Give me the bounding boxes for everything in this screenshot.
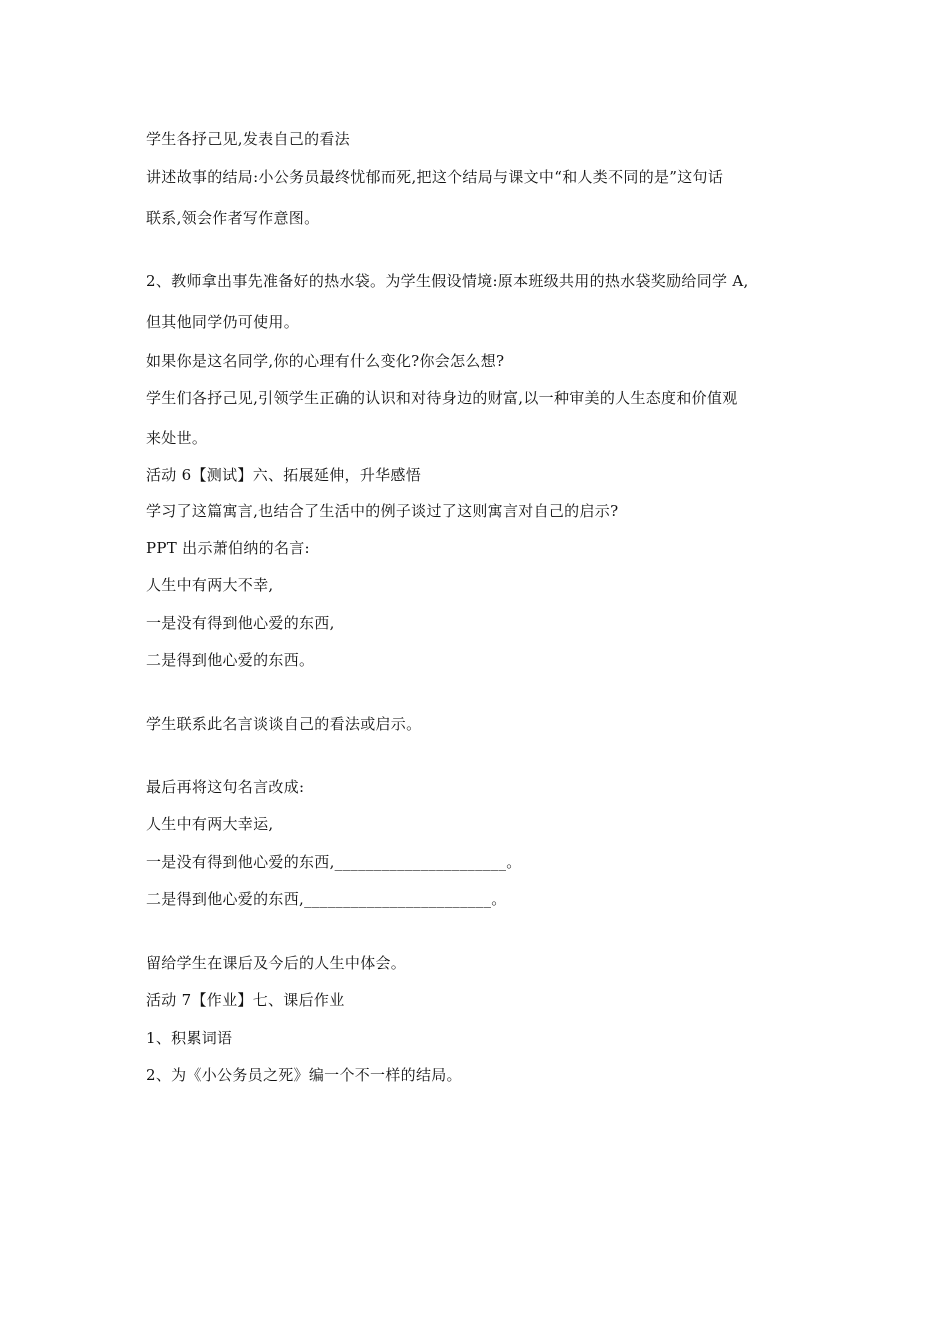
fill-blank-line: 一是没有得到他心爱的东西,______________________。 xyxy=(146,853,522,871)
text-line: 学习了这篇寓言,也结合了生活中的例子谈过了这则寓言对自己的启示? xyxy=(146,502,619,520)
text-line: 最后再将这句名言改成: xyxy=(146,778,305,796)
text-line: PPT 出示萧伯纳的名言: xyxy=(146,539,310,557)
list-item: 2、为《小公务员之死》编一个不一样的结局。 xyxy=(146,1066,462,1084)
text-line: 但其他同学仍可使用。 xyxy=(146,313,300,331)
section-heading: 活动 7【作业】七、课后作业 xyxy=(146,991,345,1009)
section-heading: 活动 6【测试】六、拓展延伸，升华感悟 xyxy=(146,466,422,484)
text-line: 学生各抒己见,发表自己的看法 xyxy=(146,130,350,148)
quote-line: 人生中有两大不幸, xyxy=(146,576,274,594)
text-line: 来处世。 xyxy=(146,429,208,447)
quote-line: 二是得到他心爱的东西。 xyxy=(146,651,315,669)
text-line: 讲述故事的结局:小公务员最终忧郁而死,把这个结局与课文中“和人类不同的是”这句话 xyxy=(146,168,724,186)
quote-line: 人生中有两大幸运, xyxy=(146,815,274,833)
fill-blank-line: 二是得到他心爱的东西,________________________。 xyxy=(146,890,507,908)
list-item: 1、积累词语 xyxy=(146,1029,233,1047)
text-line: 留给学生在课后及今后的人生中体会。 xyxy=(146,954,407,972)
text-line: 学生们各抒己见,引领学生正确的认识和对待身边的财富,以一种审美的人生态度和价值观 xyxy=(146,389,738,407)
text-line: 学生联系此名言谈谈自己的看法或启示。 xyxy=(146,715,422,733)
text-line: 联系,领会作者写作意图。 xyxy=(146,209,320,227)
text-line: 如果你是这名同学,你的心理有什么变化?你会怎么想? xyxy=(146,352,505,370)
quote-line: 一是没有得到他心爱的东西, xyxy=(146,614,335,632)
text-line: 2、教师拿出事先准备好的热水袋。为学生假设情境:原本班级共用的热水袋奖励给同学 A, xyxy=(146,272,749,290)
